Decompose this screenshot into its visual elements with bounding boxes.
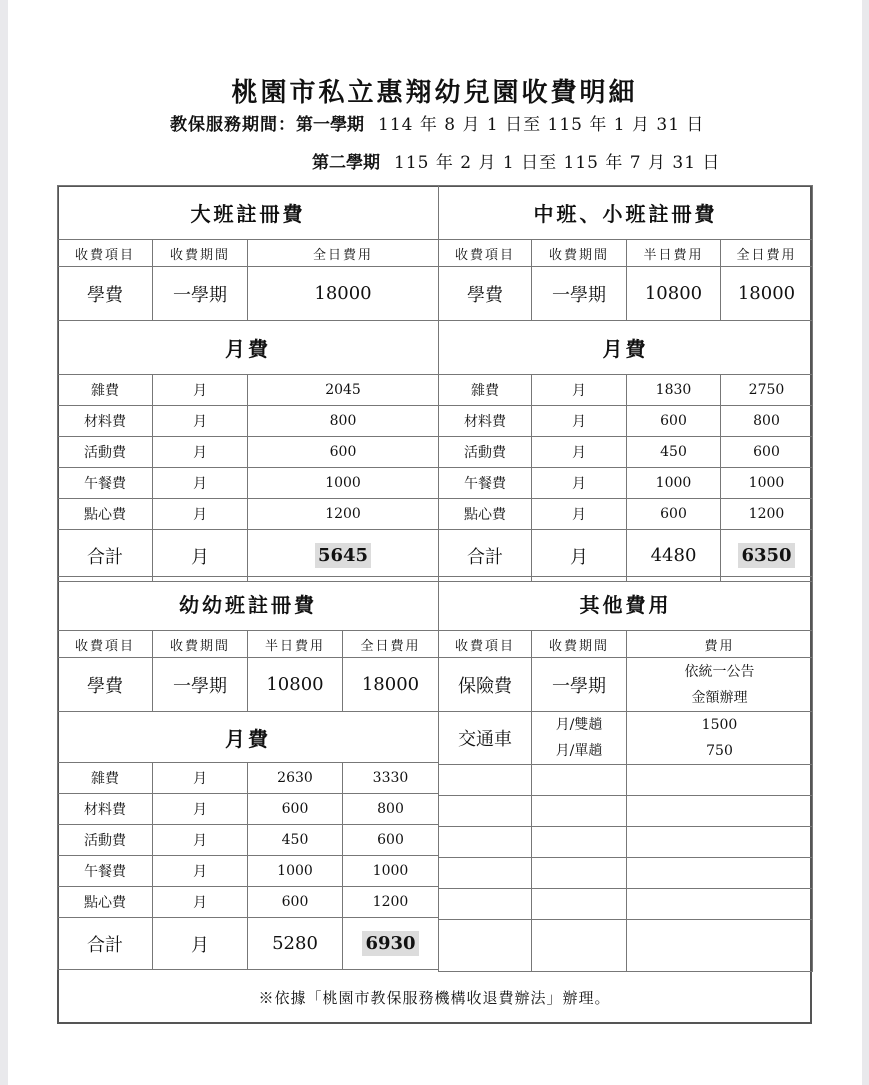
tuition-period: 一學期 xyxy=(153,658,248,712)
mid-small-material-half: 600 xyxy=(627,406,721,437)
activity-label: 活動費 xyxy=(58,437,153,468)
month-label: 月 xyxy=(153,856,248,887)
insurance-label: 保險費 xyxy=(439,658,532,712)
big-class-total: 5645 xyxy=(315,543,371,568)
big-class-misc: 2045 xyxy=(248,375,439,406)
header-item: 收費項目 xyxy=(439,631,532,658)
empty-cell xyxy=(532,858,627,889)
month-label: 月 xyxy=(153,375,248,406)
empty-cell xyxy=(439,889,532,920)
month-label: 月 xyxy=(532,406,627,437)
empty-cell xyxy=(627,858,813,889)
empty-cell xyxy=(439,920,532,972)
big-class-snack: 1200 xyxy=(248,499,439,530)
header-full-day: 全日費用 xyxy=(721,240,813,267)
mid-small-lunch-full: 1000 xyxy=(721,468,813,499)
big-class-material: 800 xyxy=(248,406,439,437)
mid-small-total-full: 6350 xyxy=(738,543,794,568)
tuition-label: 學費 xyxy=(58,658,153,712)
toddler-total-full-cell xyxy=(343,918,439,970)
semester-2-label: 第二學期 xyxy=(312,153,380,173)
empty-cell xyxy=(439,827,532,858)
semester-1-dates: 114 年 8 月 1 日至 115 年 1 月 31 日 xyxy=(378,115,705,135)
toddler-tuition-full: 18000 xyxy=(343,658,439,712)
lunch-label: 午餐費 xyxy=(439,468,532,499)
toddler-misc-full: 3330 xyxy=(343,763,439,794)
big-class-lunch: 1000 xyxy=(248,468,439,499)
month-label: 月 xyxy=(153,406,248,437)
toddler-activity-full: 600 xyxy=(343,825,439,856)
empty-cell xyxy=(627,889,813,920)
mid-small-class-table xyxy=(438,185,813,582)
misc-label: 雜費 xyxy=(439,375,532,406)
snack-label: 點心費 xyxy=(58,887,153,918)
toddler-material-half: 600 xyxy=(248,794,343,825)
big-class-tuition-full: 18000 xyxy=(248,267,439,321)
header-period: 收費期間 xyxy=(532,631,627,658)
toddler-activity-half: 450 xyxy=(248,825,343,856)
tuition-period: 一學期 xyxy=(532,267,627,321)
month-label: 月 xyxy=(153,437,248,468)
insurance-fee-line-1: 依統一公告 xyxy=(684,663,755,680)
misc-label: 雜費 xyxy=(58,763,153,794)
insurance-period: 一學期 xyxy=(532,658,627,712)
header-fee: 費用 xyxy=(627,631,813,658)
bus-single-fee: 750 xyxy=(706,743,733,759)
mid-small-activity-half: 450 xyxy=(627,437,721,468)
mid-small-tuition-half: 10800 xyxy=(627,267,721,321)
big-class-activity: 600 xyxy=(248,437,439,468)
month-label: 月 xyxy=(153,530,248,582)
lunch-label: 午餐費 xyxy=(58,856,153,887)
big-class-title: 大班註冊費 xyxy=(58,186,439,240)
bus-fee xyxy=(627,712,813,765)
snack-label: 點心費 xyxy=(58,499,153,530)
mid-small-snack-half: 600 xyxy=(627,499,721,530)
empty-cell xyxy=(627,765,813,796)
month-label: 月 xyxy=(532,530,627,582)
month-label: 月 xyxy=(153,794,248,825)
toddler-tuition-half: 10800 xyxy=(248,658,343,712)
toddler-misc-half: 2630 xyxy=(248,763,343,794)
material-label: 材料費 xyxy=(58,406,153,437)
period-label: 教保服務期間： xyxy=(170,115,296,135)
bus-label: 交通車 xyxy=(439,712,532,765)
total-label: 合計 xyxy=(58,918,153,970)
document-title: 桃園市私立惠翔幼兒園收費明細 xyxy=(231,78,638,108)
monthly-fee-heading: 月費 xyxy=(58,321,439,375)
activity-label: 活動費 xyxy=(439,437,532,468)
header-item: 收費項目 xyxy=(58,631,153,658)
month-label: 月 xyxy=(153,499,248,530)
toddler-lunch-full: 1000 xyxy=(343,856,439,887)
mid-small-class-title: 中班、小班註冊費 xyxy=(439,186,813,240)
other-fees-table xyxy=(438,576,813,972)
empty-cell xyxy=(532,827,627,858)
header-period: 收費期間 xyxy=(532,240,627,267)
semester-1-label: 第一學期 xyxy=(296,115,364,135)
mid-small-total-half: 4480 xyxy=(627,530,721,582)
empty-cell xyxy=(532,765,627,796)
lunch-label: 午餐費 xyxy=(58,468,153,499)
header-full-day: 全日費用 xyxy=(343,631,439,658)
big-class-table xyxy=(57,185,439,582)
mid-small-misc-half: 1830 xyxy=(627,375,721,406)
toddler-total-full: 6930 xyxy=(362,931,418,956)
tuition-label: 學費 xyxy=(58,267,153,321)
empty-cell xyxy=(627,827,813,858)
mid-small-material-full: 800 xyxy=(721,406,813,437)
mid-small-tuition-full: 18000 xyxy=(721,267,813,321)
misc-label: 雜費 xyxy=(58,375,153,406)
header-full-day: 全日費用 xyxy=(248,240,439,267)
period-line-2 xyxy=(312,148,720,173)
header-period: 收費期間 xyxy=(153,631,248,658)
activity-label: 活動費 xyxy=(58,825,153,856)
month-label: 月 xyxy=(532,375,627,406)
empty-cell xyxy=(439,765,532,796)
bus-single-period: 月/單趟 xyxy=(555,743,603,759)
big-class-total-cell xyxy=(248,530,439,582)
month-label: 月 xyxy=(153,887,248,918)
other-fees-title: 其他費用 xyxy=(439,577,813,631)
month-label: 月 xyxy=(153,918,248,970)
toddler-snack-half: 600 xyxy=(248,887,343,918)
mid-small-misc-full: 2750 xyxy=(721,375,813,406)
empty-cell xyxy=(532,920,627,972)
empty-cell xyxy=(532,889,627,920)
tuition-period: 一學期 xyxy=(153,267,248,321)
month-label: 月 xyxy=(153,763,248,794)
mid-small-lunch-half: 1000 xyxy=(627,468,721,499)
header-half-day: 半日費用 xyxy=(248,631,343,658)
empty-cell xyxy=(627,920,813,972)
bus-round-period: 月/雙趟 xyxy=(555,717,603,733)
toddler-snack-full: 1200 xyxy=(343,887,439,918)
snack-label: 點心費 xyxy=(439,499,532,530)
insurance-fee xyxy=(627,658,813,712)
period-line-1 xyxy=(170,110,704,135)
mid-small-total-full-cell xyxy=(721,530,813,582)
toddler-material-full: 800 xyxy=(343,794,439,825)
empty-cell xyxy=(439,796,532,827)
material-label: 材料費 xyxy=(439,406,532,437)
mid-small-snack-full: 1200 xyxy=(721,499,813,530)
month-label: 月 xyxy=(153,825,248,856)
bus-period xyxy=(532,712,627,765)
empty-cell xyxy=(439,858,532,889)
empty-cell xyxy=(532,796,627,827)
month-label: 月 xyxy=(532,437,627,468)
header-item: 收費項目 xyxy=(439,240,532,267)
mid-small-activity-full: 600 xyxy=(721,437,813,468)
monthly-fee-heading: 月費 xyxy=(58,712,439,763)
monthly-fee-heading: 月費 xyxy=(439,321,813,375)
material-label: 材料費 xyxy=(58,794,153,825)
toddler-class-table xyxy=(57,576,439,970)
footnote: ※依據「桃園市教保服務機構收退費辦法」辦理。 xyxy=(258,989,611,1007)
month-label: 月 xyxy=(153,468,248,499)
header-half-day: 半日費用 xyxy=(627,240,721,267)
semester-2-dates: 115 年 2 月 1 日至 115 年 7 月 31 日 xyxy=(394,153,721,173)
bus-round-fee: 1500 xyxy=(701,717,738,733)
total-label: 合計 xyxy=(58,530,153,582)
toddler-lunch-half: 1000 xyxy=(248,856,343,887)
insurance-fee-line-2: 金額辦理 xyxy=(691,689,748,706)
header-period: 收費期間 xyxy=(153,240,248,267)
header-item: 收費項目 xyxy=(58,240,153,267)
month-label: 月 xyxy=(532,499,627,530)
total-label: 合計 xyxy=(439,530,532,582)
empty-cell xyxy=(627,796,813,827)
month-label: 月 xyxy=(532,468,627,499)
toddler-total-half: 5280 xyxy=(248,918,343,970)
tuition-label: 學費 xyxy=(439,267,532,321)
toddler-class-title: 幼幼班註冊費 xyxy=(58,577,439,631)
